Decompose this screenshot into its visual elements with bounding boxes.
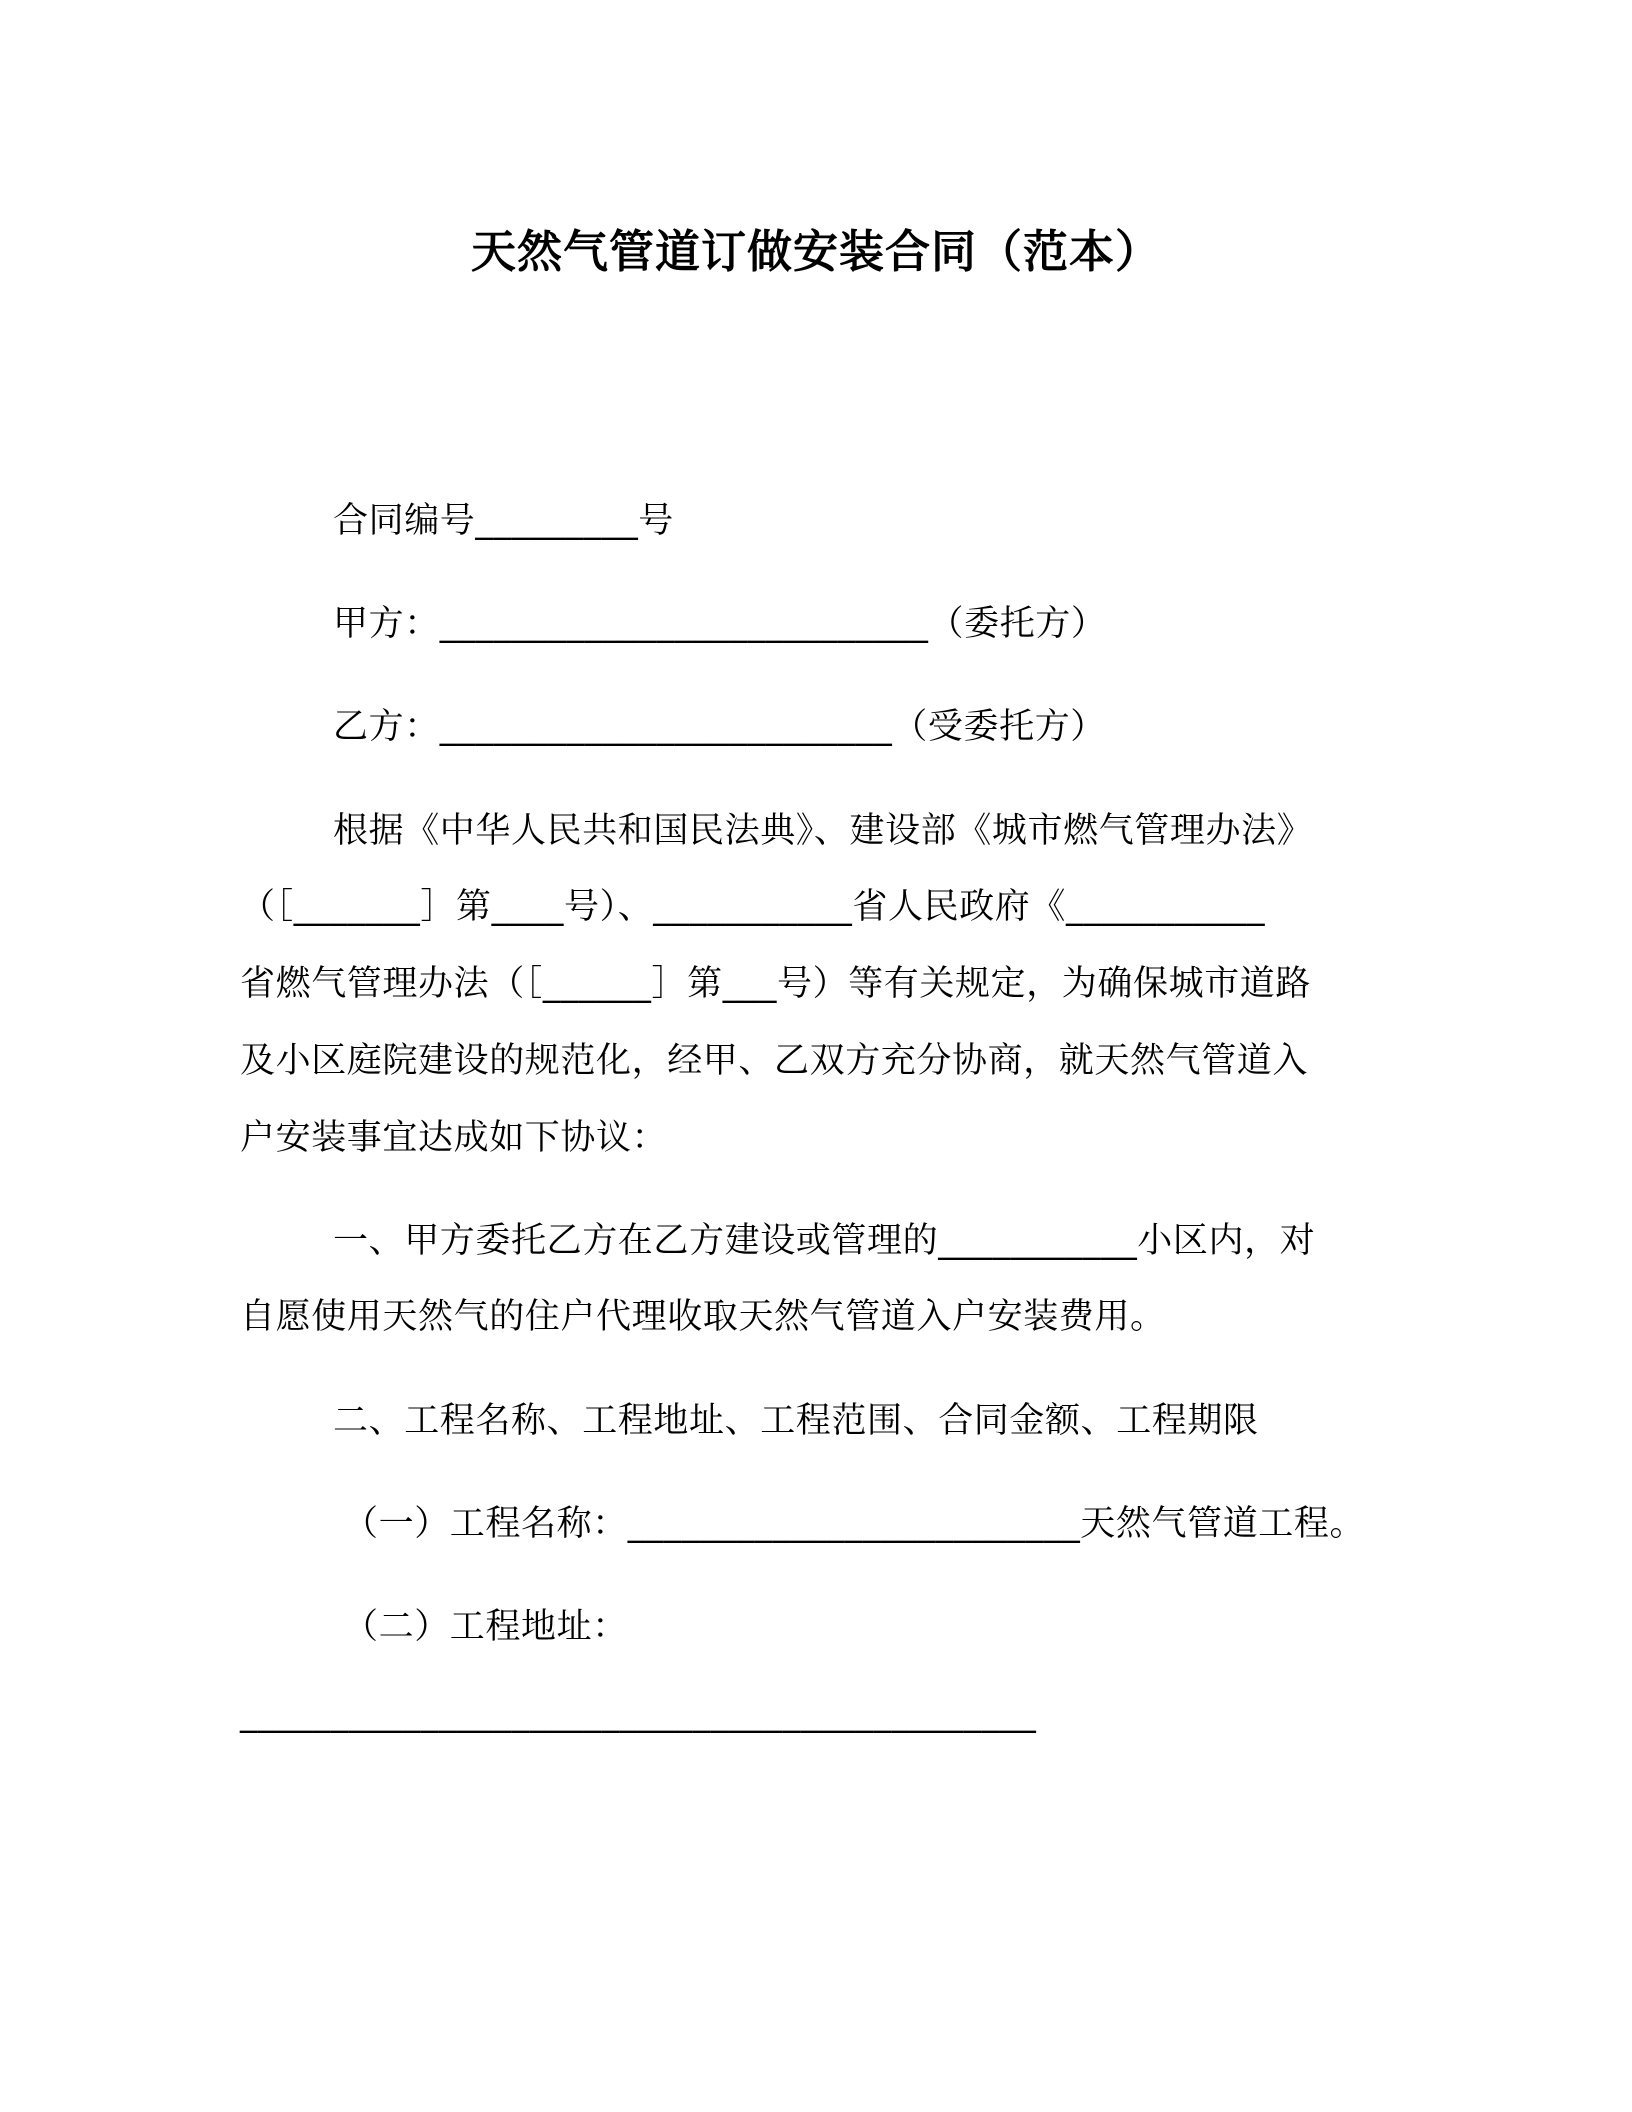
preamble-line: 及小区庭院建设的规范化，经甲、乙双方充分协商，就天然气管道入: [240, 1041, 1309, 1081]
preamble-line: 户安装事宜达成如下协议：: [240, 1118, 668, 1158]
party-b-line: 乙方：_________________________（受委托方）: [333, 707, 1106, 747]
section-1-line: 一、甲方委托乙方在乙方建设或管理的___________小区内，对: [333, 1221, 1316, 1261]
preamble-line: 省燃气管理办法（［______］第___号）等有关规定，为确保城市道路: [240, 964, 1312, 1004]
section-2-heading: 二、工程名称、工程地址、工程范围、合同金额、工程期限: [333, 1401, 1259, 1441]
party-a-line: 甲方：___________________________（委托方）: [333, 604, 1107, 644]
document-title: 天然气管道订做安装合同（范本）: [470, 225, 1161, 278]
preamble-line: 根据《中华人民共和国民法典》、建设部《城市燃气管理办法》: [333, 811, 1313, 851]
contract-number-line: 合同编号_________号: [333, 501, 674, 541]
section-1-line: 自愿使用天然气的住户代理收取天然气管道入户安装费用。: [240, 1297, 1166, 1337]
project-address-item: （二）工程地址：: [343, 1607, 628, 1647]
project-address-blank: ____________________________________________: [240, 1694, 1037, 1734]
preamble-line: （［_______］第____号）、___________省人民政府《___________: [240, 887, 1266, 927]
project-name-item: （一）工程名称：_________________________天然气管道工程。: [343, 1504, 1366, 1544]
